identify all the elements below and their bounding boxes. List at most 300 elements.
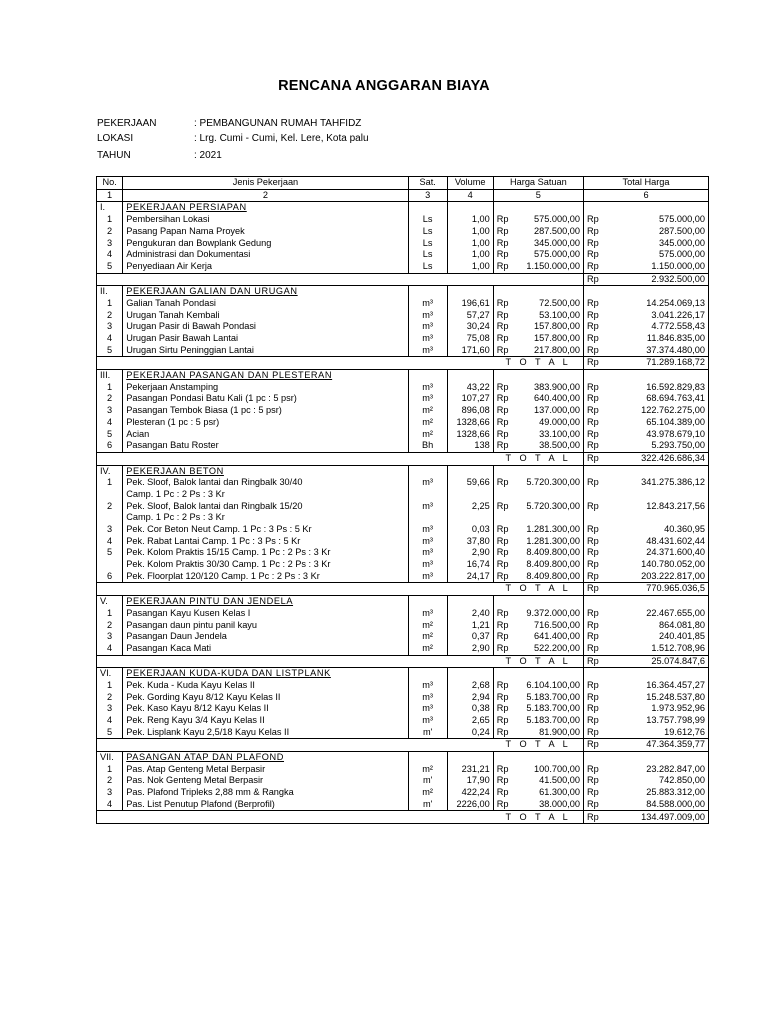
item-unit: Ls: [408, 226, 447, 238]
item-description: Pas. List Penutup Plafond (Berprofil): [123, 799, 409, 811]
item-total-price: 3.041.226,17: [651, 309, 705, 320]
item-unit-price: 157.800,00: [534, 333, 580, 344]
table-row: [97, 799, 709, 811]
item-no: 2: [107, 393, 113, 404]
table-row: [97, 680, 709, 692]
item-volume: 2,68: [447, 680, 493, 692]
item-description: Urugan Tanah Kembali: [123, 310, 409, 322]
item-description: Pek. Floorplat 120/120 Camp. 1 Pc : 2 Ps : 3 Kr: [123, 571, 409, 583]
empty-cell: [584, 668, 601, 680]
item-no: 3: [107, 631, 113, 642]
section-total-row: [97, 739, 709, 752]
item-volume: 2,25: [447, 501, 493, 513]
item-description: Pek. Kuda - Kuda Kayu Kelas II: [123, 680, 409, 692]
currency-label: Rp: [493, 715, 510, 727]
item-unit-price: 522.200,00: [534, 642, 580, 653]
currency-label: Rp: [493, 417, 510, 429]
empty-cell: [600, 370, 708, 382]
item-total-price: 4.772.558,43: [651, 321, 705, 332]
table-row: [97, 608, 709, 620]
empty-cell: [447, 273, 493, 286]
index-row: [97, 189, 709, 202]
table-row: [97, 237, 709, 249]
item-description: Penyediaan Air Kerja: [123, 261, 409, 273]
section-name-text: PEKERJAAN PERSIAPAN: [126, 202, 247, 213]
empty-cell: [97, 655, 123, 668]
item-no: 6: [107, 570, 113, 581]
currency-label: Rp: [584, 715, 601, 727]
empty-cell: [97, 739, 123, 752]
item-unit: m²: [408, 619, 447, 631]
item-unit-price: 53.100,00: [539, 309, 580, 320]
empty-cell: [447, 655, 493, 668]
currency-label: Rp: [493, 477, 510, 489]
item-total-price: 122.762.275,00: [641, 405, 705, 416]
currency-label: Rp: [584, 345, 601, 357]
item-no: [97, 559, 123, 571]
currency-label: Rp: [584, 214, 601, 226]
empty-cell: [447, 357, 493, 370]
currency-label: Rp: [493, 775, 510, 787]
item-description: Galian Tanah Pondasi: [123, 298, 409, 310]
table-row: [97, 559, 709, 571]
item-volume: 30,24: [447, 321, 493, 333]
empty-cell: [600, 668, 708, 680]
section-code: II.: [97, 286, 123, 298]
item-no: 2: [107, 309, 113, 320]
item-volume: 0,38: [447, 703, 493, 715]
item-no: 3: [107, 524, 113, 535]
currency-label: Rp: [493, 214, 510, 226]
item-unit: m³: [408, 298, 447, 310]
table-row: [97, 536, 709, 548]
item-no: 2: [107, 619, 113, 630]
empty-cell: [510, 370, 583, 382]
empty-cell: [493, 286, 510, 298]
empty-cell: [447, 583, 493, 596]
item-description: Pek. Sloof, Balok lantai dan Ringbalk 30/40: [123, 477, 409, 489]
empty-cell: [584, 286, 601, 298]
currency-label: Rp: [584, 417, 601, 429]
section-total-value: 322.426.686,34: [600, 452, 708, 465]
item-unit: m³: [408, 680, 447, 692]
item-unit-price: 137.000,00: [534, 405, 580, 416]
item-total-price: 23.282.847,00: [646, 763, 705, 774]
item-no: 5: [107, 547, 113, 558]
item-total-price: 203.222.817,00: [641, 570, 705, 581]
section-total-row: [97, 655, 709, 668]
section-total-value: 25.074.847,6: [600, 655, 708, 668]
currency-label: Rp: [493, 619, 510, 631]
currency-label: Rp: [584, 727, 601, 739]
section-code: I.: [97, 202, 123, 214]
currency-label: Rp: [584, 680, 601, 692]
table-row: [97, 417, 709, 429]
currency-label: Rp: [584, 477, 601, 489]
currency-label: Rp: [584, 452, 601, 465]
section-total-row: [97, 452, 709, 465]
currency-label: [493, 512, 510, 524]
empty-cell: [493, 596, 510, 608]
section-header-row: [97, 752, 709, 764]
currency-label: Rp: [493, 428, 510, 440]
item-no: 4: [107, 642, 113, 653]
item-volume: [447, 512, 493, 524]
item-unit: m²: [408, 428, 447, 440]
item-description: Pasangan Pondasi Batu Kali (1 pc : 5 psr): [123, 393, 409, 405]
item-unit: Ls: [408, 249, 447, 261]
item-no: 2: [107, 691, 113, 702]
currency-label: Rp: [584, 799, 601, 811]
section-header-row: [97, 202, 709, 214]
empty-cell: [123, 655, 409, 668]
header-total: Total Harga: [584, 177, 709, 190]
currency-label: Rp: [493, 799, 510, 811]
empty-cell: [584, 202, 601, 214]
item-no: 2: [107, 225, 113, 236]
item-volume: 75,08: [447, 333, 493, 345]
item-unit: m³: [408, 345, 447, 357]
empty-cell: [600, 202, 708, 214]
item-no: 4: [107, 333, 113, 344]
item-volume: 1328,66: [447, 417, 493, 429]
item-description: Pasangan Daun Jendela: [123, 631, 409, 643]
currency-label: Rp: [584, 787, 601, 799]
section-name-text: PASANGAN ATAP DAN PLAFOND: [126, 752, 285, 763]
item-unit: [408, 512, 447, 524]
currency-label: Rp: [584, 739, 601, 752]
item-unit-price: 5.183.700,00: [526, 691, 580, 702]
header-row: [97, 177, 709, 190]
item-total-price: 345.000,00: [659, 237, 705, 248]
item-volume: 59,66: [447, 477, 493, 489]
item-volume: 17,90: [447, 775, 493, 787]
currency-label: Rp: [493, 631, 510, 643]
empty-cell: [447, 739, 493, 752]
currency-label: Rp: [493, 440, 510, 452]
currency-label: Rp: [584, 405, 601, 417]
table-row: [97, 214, 709, 226]
section-total-row: [97, 583, 709, 596]
currency-label: Rp: [493, 680, 510, 692]
header-price: Harga Satuan: [493, 177, 583, 190]
section-total-label: T O T A L: [493, 452, 583, 465]
item-description: Camp. 1 Pc : 2 Ps : 3 Kr: [123, 489, 409, 501]
currency-label: Rp: [493, 298, 510, 310]
item-unit: Bh: [408, 440, 447, 452]
item-unit-price: 575.000,00: [534, 249, 580, 260]
item-volume: 0,24: [447, 727, 493, 739]
section-header-row: [97, 596, 709, 608]
currency-label: Rp: [584, 321, 601, 333]
section-total-label: T O T A L: [493, 357, 583, 370]
section-name: [123, 596, 409, 608]
empty-cell: [123, 357, 409, 370]
item-unit-price: [510, 512, 583, 524]
item-unit-price: 100.700,00: [534, 763, 580, 774]
currency-label: Rp: [584, 237, 601, 249]
currency-label: Rp: [493, 405, 510, 417]
currency-label: Rp: [493, 547, 510, 559]
item-unit-price: 383.900,00: [534, 381, 580, 392]
empty-cell: [447, 811, 493, 824]
currency-label: Rp: [584, 571, 601, 583]
empty-cell: [408, 286, 447, 298]
empty-cell: [510, 668, 583, 680]
empty-cell: [584, 752, 601, 764]
empty-cell: [408, 596, 447, 608]
item-unit-price: 9.372.000,00: [526, 607, 580, 618]
item-unit: m³: [408, 477, 447, 489]
item-unit-price: 8.409.800,00: [526, 547, 580, 558]
item-total-price: 341.275.386,12: [641, 477, 705, 488]
section-code: V.: [97, 596, 123, 608]
item-unit: m³: [408, 547, 447, 559]
section-code: III.: [97, 370, 123, 382]
item-description: Pek. Reng Kayu 3/4 Kayu Kelas II: [123, 715, 409, 727]
index-job: 2: [123, 189, 409, 202]
item-description: Pek. Kolom Praktis 30/30 Camp. 1 Pc : 2 Ps : 3 Kr: [123, 559, 409, 571]
section-total-row: [97, 273, 709, 286]
currency-label: Rp: [493, 261, 510, 273]
empty-cell: [447, 752, 493, 764]
empty-cell: [408, 370, 447, 382]
item-unit: m³: [408, 715, 447, 727]
item-unit-price: 1.150.000,00: [526, 260, 580, 271]
item-description: Camp. 1 Pc : 2 Ps : 3 Kr: [123, 512, 409, 524]
item-description: Urugan Sirtu Peninggian Lantai: [123, 345, 409, 357]
currency-label: Rp: [584, 357, 601, 370]
info-label: TAHUN: [97, 150, 131, 161]
item-unit: Ls: [408, 214, 447, 226]
currency-label: [584, 512, 601, 524]
item-total-price: 1.512.708,96: [651, 642, 705, 653]
item-unit: m²: [408, 643, 447, 655]
info-value: : PEMBANGUNAN RUMAH TAHFIDZ: [194, 118, 362, 129]
item-unit-price: 640.400,00: [534, 393, 580, 404]
empty-cell: [447, 286, 493, 298]
item-unit: m³: [408, 692, 447, 704]
currency-label: Rp: [493, 703, 510, 715]
section-total-label: T O T A L: [493, 583, 583, 596]
item-total-price: 24.371.600,40: [646, 547, 705, 558]
item-volume: 171,60: [447, 345, 493, 357]
index-sat: 3: [408, 189, 447, 202]
currency-label: Rp: [493, 764, 510, 776]
empty-cell: [408, 668, 447, 680]
item-volume: 43,22: [447, 382, 493, 394]
empty-cell: [600, 286, 708, 298]
section-total-value: 770.965.036,5: [600, 583, 708, 596]
section-header-row: [97, 286, 709, 298]
currency-label: Rp: [584, 310, 601, 322]
item-no: 4: [107, 416, 113, 427]
currency-label: Rp: [493, 310, 510, 322]
empty-cell: [97, 811, 123, 824]
item-unit: m³: [408, 571, 447, 583]
section-total-label: T O T A L: [493, 655, 583, 668]
currency-label: Rp: [584, 428, 601, 440]
empty-cell: [584, 596, 601, 608]
currency-label: Rp: [493, 787, 510, 799]
empty-cell: [510, 202, 583, 214]
table-row: [97, 321, 709, 333]
item-description: Acian: [123, 428, 409, 440]
empty-cell: [510, 596, 583, 608]
item-description: Pek. Kaso Kayu 8/12 Kayu Kelas II: [123, 703, 409, 715]
item-unit-price: 157.800,00: [534, 321, 580, 332]
item-unit: m³: [408, 310, 447, 322]
item-unit-price: 5.183.700,00: [526, 715, 580, 726]
item-no: 4: [107, 715, 113, 726]
section-name: [123, 465, 409, 477]
section-total-label: T O T A L: [493, 739, 583, 752]
item-unit: m³: [408, 608, 447, 620]
item-unit-price: 81.900,00: [539, 726, 580, 737]
empty-cell: [493, 752, 510, 764]
item-unit: m³: [408, 393, 447, 405]
currency-label: Rp: [493, 393, 510, 405]
item-unit: m³: [408, 524, 447, 536]
section-name-text: PEKERJAAN BETON: [126, 465, 224, 476]
table-row: [97, 440, 709, 452]
currency-label: Rp: [584, 655, 601, 668]
item-unit-price: 1.281.300,00: [526, 524, 580, 535]
section-total-label: [493, 273, 583, 286]
item-total-price: 13.757.798,99: [646, 715, 705, 726]
empty-cell: [447, 668, 493, 680]
table-row: [97, 489, 709, 501]
table-row: [97, 512, 709, 524]
section-name-text: PEKERJAAN GALIAN DAN URUGAN: [126, 286, 298, 297]
info-label: LOKASI: [97, 133, 134, 144]
item-total-price: 742.850,00: [659, 775, 705, 786]
item-no: 3: [107, 405, 113, 416]
item-unit-price: 38.500,00: [539, 440, 580, 451]
item-no: 5: [107, 726, 113, 737]
table-row: [97, 524, 709, 536]
currency-label: Rp: [493, 571, 510, 583]
item-total-price: 15.248.537,80: [646, 691, 705, 702]
item-unit-price: 5.720.300,00: [526, 500, 580, 511]
item-no: 1: [107, 763, 113, 774]
section-name: [123, 668, 409, 680]
item-unit-price: 716.500,00: [534, 619, 580, 630]
item-total-price: 48.431.602,44: [646, 535, 705, 546]
table-row: [97, 298, 709, 310]
item-description: Pasang Papan Nama Proyek: [123, 226, 409, 238]
item-description: Pek. Cor Beton Neut Camp. 1 Pc : 3 Ps : 5 Kr: [123, 524, 409, 536]
item-description: Pas. Atap Genteng Metal Berpasir: [123, 764, 409, 776]
item-no: 5: [107, 428, 113, 439]
empty-cell: [493, 465, 510, 477]
item-volume: 2,94: [447, 692, 493, 704]
currency-label: Rp: [584, 524, 601, 536]
currency-label: Rp: [584, 631, 601, 643]
item-unit: m': [408, 799, 447, 811]
item-unit-price: 575.000,00: [534, 214, 580, 225]
item-total-price: 11.846.835,00: [646, 333, 705, 344]
item-volume: 1328,66: [447, 428, 493, 440]
section-header-row: [97, 370, 709, 382]
item-no: 2: [107, 500, 113, 511]
item-total-price: 575.000,00: [659, 249, 705, 260]
currency-label: Rp: [584, 764, 601, 776]
section-code: IV.: [97, 465, 123, 477]
item-unit: m³: [408, 321, 447, 333]
header-no: No.: [102, 177, 117, 188]
table-row: [97, 619, 709, 631]
item-total-price: 240.401,85: [659, 631, 705, 642]
item-no: 1: [107, 679, 113, 690]
section-name: [123, 752, 409, 764]
item-unit: m³: [408, 501, 447, 513]
item-no: 3: [107, 321, 113, 332]
empty-cell: [123, 452, 409, 465]
empty-cell: [408, 202, 447, 214]
section-name-text: PEKERJAAN PINTU DAN JENDELA: [126, 596, 294, 607]
empty-cell: [408, 583, 447, 596]
item-unit: m³: [408, 703, 447, 715]
item-description: Pembersihan Lokasi: [123, 214, 409, 226]
info-value: : Lrg. Cumi - Cumi, Kel. Lere, Kota palu: [194, 133, 369, 144]
item-unit: m²: [408, 631, 447, 643]
section-total-value: 2.932.500,00: [600, 273, 708, 286]
item-description: Pek. Sloof, Balok lantai dan Ringbalk 15/20: [123, 501, 409, 513]
item-total-price: 287.500,00: [659, 225, 705, 236]
currency-label: Rp: [493, 692, 510, 704]
item-unit-price: 8.409.800,00: [526, 559, 580, 570]
table-row: [97, 715, 709, 727]
item-description: Administrasi dan Dokumentasi: [123, 249, 409, 261]
currency-label: Rp: [584, 501, 601, 513]
item-volume: 2,65: [447, 715, 493, 727]
item-description: Pekerjaan Anstamping: [123, 382, 409, 394]
currency-label: Rp: [584, 440, 601, 452]
currency-label: Rp: [493, 643, 510, 655]
item-volume: 57,27: [447, 310, 493, 322]
empty-cell: [123, 739, 409, 752]
empty-cell: [493, 202, 510, 214]
section-name: [123, 286, 409, 298]
item-description: Urugan Pasir di Bawah Pondasi: [123, 321, 409, 333]
item-total-price: 5.293.750,00: [651, 440, 705, 451]
empty-cell: [408, 655, 447, 668]
item-volume: 107,27: [447, 393, 493, 405]
item-no: 2: [107, 775, 113, 786]
item-unit-price: 49.000,00: [539, 416, 580, 427]
empty-cell: [123, 583, 409, 596]
empty-cell: [510, 752, 583, 764]
header-sat: Sat.: [408, 177, 447, 190]
item-unit: Ls: [408, 261, 447, 273]
section-total-value: 134.497.009,00: [600, 811, 708, 824]
item-volume: 37,80: [447, 536, 493, 548]
item-total-price: 19.612,76: [664, 726, 705, 737]
currency-label: Rp: [493, 608, 510, 620]
info-label: PEKERJAAN: [97, 118, 157, 129]
item-volume: 231,21: [447, 764, 493, 776]
currency-label: Rp: [584, 333, 601, 345]
item-description: Pek. Rabat Lantai Camp. 1 Pc : 3 Ps : 5 Kr: [123, 536, 409, 548]
currency-label: Rp: [584, 559, 601, 571]
currency-label: Rp: [493, 345, 510, 357]
empty-cell: [97, 357, 123, 370]
currency-label: Rp: [493, 559, 510, 571]
item-unit: m³: [408, 536, 447, 548]
item-no: 4: [107, 249, 113, 260]
table-row: [97, 428, 709, 440]
